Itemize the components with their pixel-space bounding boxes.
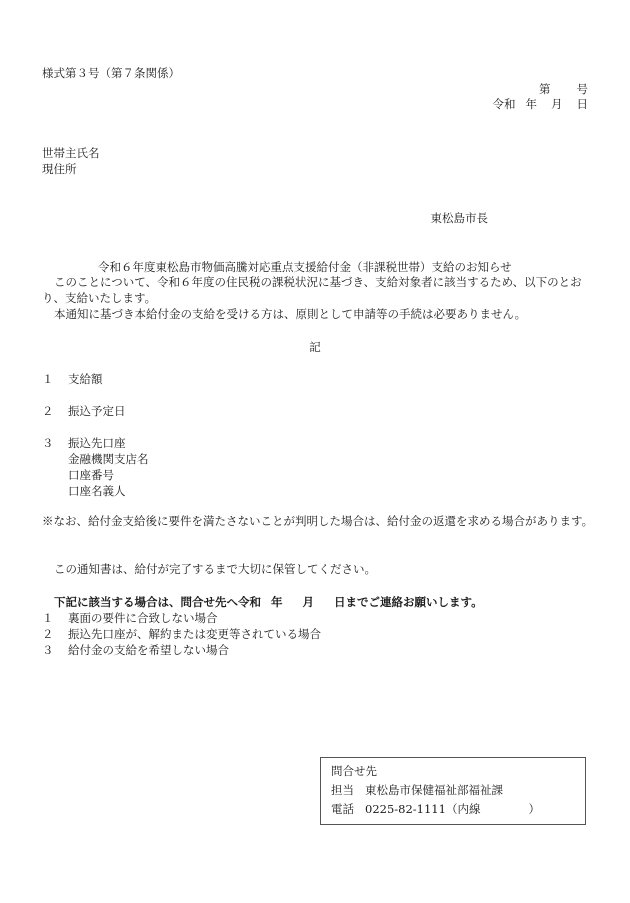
contact-heading: 問合せ先 <box>331 764 377 778</box>
item-label: 支給額 <box>68 372 103 386</box>
ki-heading: 記 <box>309 340 321 354</box>
item-label: 振込予定日 <box>68 404 126 418</box>
item-account <box>42 436 126 452</box>
notice-month: 月 <box>302 595 314 609</box>
notice-text: 下記に該当する場合は、問合せ先へ令和 <box>54 595 261 609</box>
condition-number: １ <box>42 611 54 625</box>
account-field-holder: 口座名義人 <box>68 484 126 498</box>
body-paragraph-2: 本通知に基づき本給付金の支給を受ける方は、原則として申請等の手続は必要ありません。 <box>54 307 527 321</box>
address-label: 現住所 <box>42 162 77 176</box>
item-transfer-date <box>42 404 126 420</box>
date-day: 日 <box>576 97 588 111</box>
contact-deadline-notice <box>54 595 483 611</box>
document-number <box>539 82 588 98</box>
department-name: 東松島市保健福祉部福祉課 <box>365 783 503 797</box>
contact-department <box>331 783 503 799</box>
document-date <box>493 97 589 113</box>
notice-text-end: 日までご連絡お願いします。 <box>334 595 483 609</box>
householder-label: 世帯主氏名 <box>42 146 100 160</box>
contact-phone <box>331 802 540 818</box>
number-suffix: 号 <box>576 82 588 96</box>
item-number: １ <box>42 372 54 386</box>
refund-note: ※なお、給付金支給後に要件を満たさないことが判明した場合は、給付金の返還を求める場合があります。 <box>42 514 594 528</box>
phone-close: ） <box>528 802 540 816</box>
condition-item <box>42 611 218 627</box>
account-field-number: 口座番号 <box>68 468 114 482</box>
phone-number: 0225-82-1111（内線 <box>365 802 481 816</box>
phone-label: 電話 <box>331 802 354 816</box>
item-number: ３ <box>42 436 54 450</box>
condition-item <box>42 643 229 659</box>
document-title: 令和６年度東松島市物価高騰対応重点支援給付金（非課税世帯）支給のお知らせ <box>98 260 512 274</box>
condition-label: 裏面の要件に合致しない場合 <box>68 611 218 625</box>
item-payment-amount <box>42 372 103 388</box>
condition-number: ２ <box>42 627 54 641</box>
keep-note: この通知書は、給付が完了するまで大切に保管してください。 <box>54 562 376 576</box>
contact-box <box>320 757 586 825</box>
date-era: 令和 <box>492 97 516 111</box>
date-year: 年 <box>525 97 537 111</box>
number-label: 第 <box>539 82 551 96</box>
form-label: 様式第３号（第７条関係） <box>42 66 180 80</box>
department-label: 担当 <box>331 783 354 797</box>
condition-number: ３ <box>42 643 54 657</box>
body-paragraph-1: このことについて、令和６年度の住民税の課税状況に基づき、支給対象者に該当するため、以下のとおり、支給いたします。 <box>42 275 582 305</box>
account-field-bank: 金融機関支店名 <box>68 452 149 466</box>
date-month: 月 <box>551 97 563 111</box>
issuer-mayor: 東松島市長 <box>430 211 488 225</box>
condition-item <box>42 627 321 643</box>
condition-label: 振込先口座が、解約または変更等されている場合 <box>68 627 321 641</box>
item-label: 振込先口座 <box>68 436 126 450</box>
condition-label: 給付金の支給を希望しない場合 <box>68 643 229 657</box>
item-number: ２ <box>42 404 54 418</box>
notice-year: 年 <box>271 595 283 609</box>
